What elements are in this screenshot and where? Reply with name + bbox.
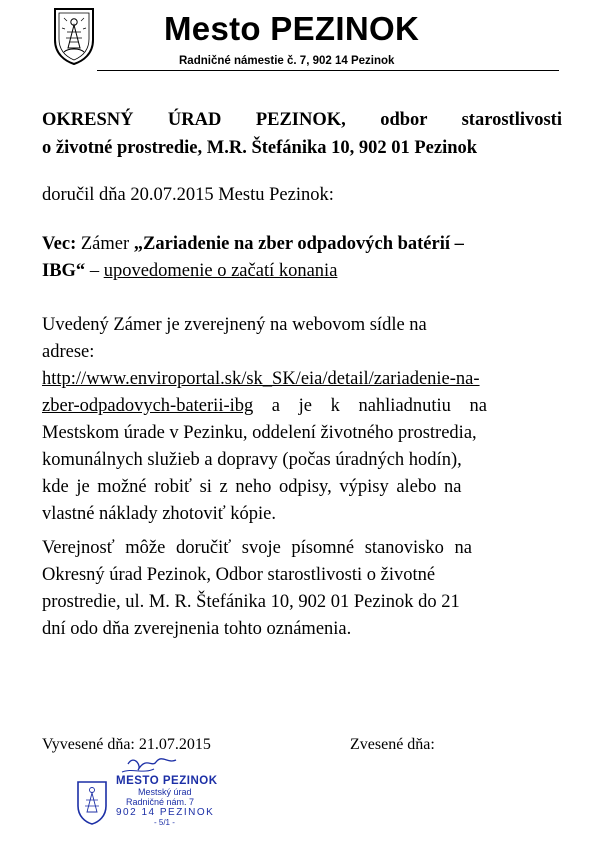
paragraph-publication <box>42 312 562 528</box>
coat-of-arms-icon <box>52 6 96 66</box>
city-address: Radničné námestie č. 7, 902 14 Pezinok <box>179 55 395 67</box>
para2-line-4: dní odo dňa zverejnenia tohto oznámenia. <box>42 619 352 639</box>
subject-block <box>42 231 562 285</box>
enviroportal-link[interactable]: http://www.enviroportal.sk/sk_SK/eia/detail/zariadenie-na- <box>42 369 480 389</box>
subject-title-1: „Zariadenie na zber odpadových batérií – <box>133 234 464 254</box>
para1-line-5: komunálnych služieb a dopravy (počas úradných hodín), <box>42 450 462 470</box>
subject-note: upovedomenie o začatí konania <box>103 261 338 281</box>
recipient-line-1: OKRESNÝ ÚRAD PEZINOK, odbor starostlivosti <box>42 110 562 130</box>
subject-label: Vec: <box>42 234 77 254</box>
recipient-block <box>42 106 562 162</box>
paragraph-public-comment <box>42 535 562 643</box>
para1-line-6: kde je možné robiť si z neho odpisy, výpisy alebo na <box>42 477 462 497</box>
para1-line-2: adrese: <box>42 342 95 362</box>
stamp-line-3: Radničné nám. 7 <box>126 797 195 807</box>
para1-line-1: Uvedený Zámer je zverejnený na webovom sídle na <box>42 315 427 335</box>
subject-dash: – <box>85 261 104 281</box>
para2-line-3: prostredie, ul. M. R. Štefánika 10, 902 01 Pezinok do 21 <box>42 592 460 612</box>
delivery-note: doručil dňa 20.07.2015 Mestu Pezinok: <box>42 185 334 205</box>
para1-after-link: a je k nahliadnutiu na <box>271 396 488 416</box>
removed-date: Zvesené dňa: <box>350 736 435 753</box>
city-title: Mesto PEZINOK <box>164 10 420 47</box>
stamp-line-2: Mestský úrad <box>138 787 192 797</box>
posted-date: Vyvesené dňa: 21.07.2015 <box>42 736 211 753</box>
para1-line-link-cont <box>42 393 562 420</box>
subject-title-2: IBG“ <box>42 261 86 281</box>
para1-line-7: vlastné náklady zhotoviť kópie. <box>42 504 276 524</box>
stamp-line-5: - 5/1 - <box>154 818 175 827</box>
stamp-line-1: MESTO PEZINOK <box>116 775 218 787</box>
subject-intro: Zámer <box>76 234 134 254</box>
para2-line-1: Verejnosť môže doručiť svoje písomné stanovisko na <box>42 538 472 558</box>
stamp-line-4: 902 14 PEZINOK <box>116 807 215 818</box>
recipient-line-2: o životné prostredie, M.R. Štefánika 10, 902 01 Pezinok <box>42 138 478 158</box>
para2-line-2: Okresný úrad Pezinok, Odbor starostlivosti o životné <box>42 565 436 585</box>
stamp-text <box>116 775 218 827</box>
header-divider <box>97 70 559 71</box>
para1-line-4: Mestskom úrade v Pezinku, oddelení životného prostredia, <box>42 423 477 443</box>
enviroportal-link-cont[interactable]: zber-odpadovych-baterii-ibg <box>42 396 254 416</box>
